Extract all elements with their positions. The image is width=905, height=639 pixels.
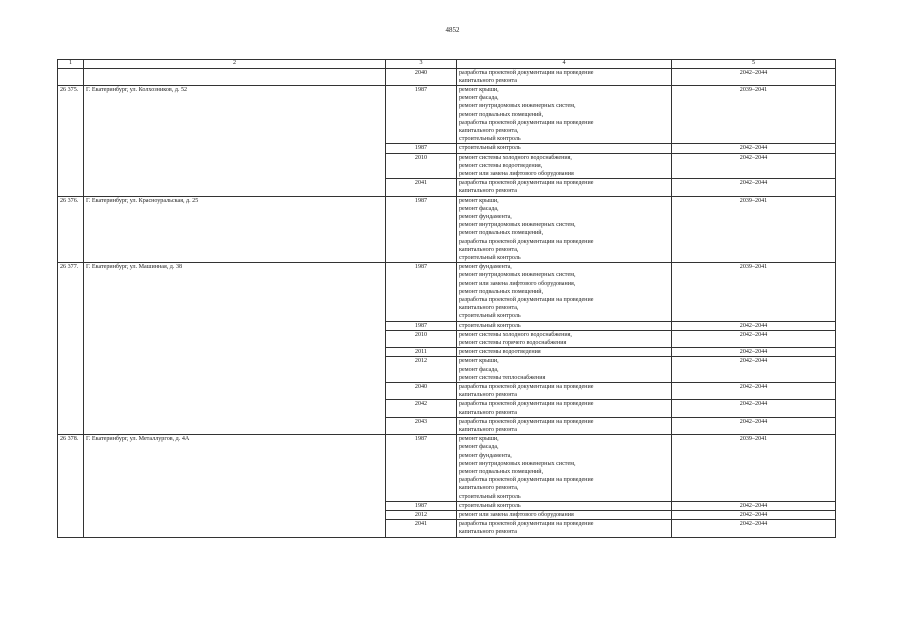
column-header: 4: [457, 60, 672, 69]
work-item: капитального ремонта: [459, 77, 517, 84]
works-cell: [457, 400, 672, 417]
year-cell: 2010: [386, 153, 457, 179]
year-cell: 1987: [386, 321, 457, 330]
table-row: [58, 68, 836, 85]
works-cell: [457, 417, 672, 434]
work-item: разработка проектной документации на проведение: [459, 180, 594, 187]
period-cell: 2039–2041: [672, 263, 836, 321]
work-item: капитального ремонта: [459, 409, 517, 416]
work-item: строительный контроль: [459, 493, 521, 500]
period-cell: 2042–2044: [672, 520, 836, 537]
work-item: разработка проектной документации на проведение: [459, 296, 594, 303]
work-item: ремонт крыши,: [459, 436, 499, 443]
period-cell: 2042–2044: [672, 357, 836, 383]
works-cell: [457, 153, 672, 179]
work-item: ремонт фундамента,: [459, 213, 512, 220]
works-cell: [457, 520, 672, 537]
works-cell: [457, 435, 672, 502]
work-item: капитального ремонта,: [459, 485, 519, 492]
work-item: капитального ремонта: [459, 427, 517, 434]
table-row: [58, 85, 836, 143]
year-cell: 2042: [386, 400, 457, 417]
work-item: разработка проектной документации на проведение: [459, 238, 594, 245]
work-item: ремонт или замена лифтового оборудования,: [459, 280, 576, 287]
period-cell: 2039–2041: [672, 85, 836, 143]
year-cell: 1987: [386, 435, 457, 502]
works-cell: [457, 85, 672, 143]
works-cell: [457, 348, 672, 357]
works-cell: [457, 68, 672, 85]
work-item: разработка проектной документации на проведение: [459, 384, 594, 391]
work-item: ремонт системы водоотведения: [459, 349, 541, 356]
work-item: ремонт подвальных помещений,: [459, 288, 544, 295]
address-cell: Г. Екатеринбург, ул. Машинная, д. 38: [84, 263, 386, 435]
period-cell: 2042–2044: [672, 144, 836, 153]
year-cell: 1987: [386, 501, 457, 510]
work-item: ремонт или замена лифтового оборудования: [459, 170, 574, 177]
work-item: ремонт фасада,: [459, 366, 499, 373]
work-item: строительный контроль: [459, 136, 521, 143]
address-cell: Г. Екатеринбург, ул. Колхозников, д. 52: [84, 85, 386, 196]
period-cell: 2039–2041: [672, 196, 836, 263]
work-item: ремонт фасада,: [459, 205, 499, 212]
work-item: ремонт или замена лифтового оборудования: [459, 512, 574, 519]
works-cell: [457, 357, 672, 383]
address-cell: Г. Екатеринбург, ул. Металлургов, д. 4А: [84, 435, 386, 537]
table-row: [58, 435, 836, 502]
row-number-cell: 26 376.: [58, 196, 84, 263]
work-item: строительный контроль: [459, 502, 521, 509]
works-cell: [457, 383, 672, 400]
period-cell: 2042–2044: [672, 68, 836, 85]
period-cell: 2042–2044: [672, 348, 836, 357]
period-cell: 2042–2044: [672, 511, 836, 520]
year-cell: 2041: [386, 179, 457, 196]
work-item: ремонт крыши,: [459, 197, 499, 204]
period-cell: 2042–2044: [672, 501, 836, 510]
work-item: строительный контроль: [459, 313, 521, 320]
column-header: 2: [84, 60, 386, 69]
works-cell: [457, 263, 672, 321]
works-cell: [457, 196, 672, 263]
period-cell: 2042–2044: [672, 330, 836, 347]
work-item: ремонт системы холодного водоснабжения,: [459, 154, 572, 161]
row-number-cell: 26 378.: [58, 435, 84, 537]
column-header: 3: [386, 60, 457, 69]
year-cell: 2010: [386, 330, 457, 347]
year-cell: 2041: [386, 520, 457, 537]
work-item: ремонт внутридомовых инженерных систем,: [459, 222, 576, 229]
work-item: ремонт фундамента,: [459, 452, 512, 459]
table-header-row: [58, 60, 836, 69]
period-cell: 2042–2044: [672, 417, 836, 434]
year-cell: 1987: [386, 196, 457, 263]
work-item: разработка проектной документации на проведение: [459, 477, 594, 484]
work-item: капитального ремонта,: [459, 127, 519, 134]
work-item: разработка проектной документации на проведение: [459, 521, 594, 528]
table-body: [58, 68, 836, 537]
work-item: строительный контроль: [459, 254, 521, 261]
work-item: ремонт системы теплоснабжения: [459, 374, 546, 381]
year-cell: 2012: [386, 357, 457, 383]
works-cell: [457, 321, 672, 330]
work-item: ремонт системы горячего водоснабжения: [459, 340, 567, 346]
column-header: 1: [58, 60, 84, 69]
year-cell: 1987: [386, 144, 457, 153]
work-item: разработка проектной документации на проведение: [459, 401, 594, 408]
period-cell: 2042–2044: [672, 179, 836, 196]
period-cell: 2042–2044: [672, 383, 836, 400]
work-item: ремонт системы холодного водоснабжения,: [459, 331, 572, 338]
work-item: капитального ремонта,: [459, 305, 519, 312]
year-cell: 1987: [386, 263, 457, 321]
period-cell: 2042–2044: [672, 321, 836, 330]
period-cell: 2039–2041: [672, 435, 836, 502]
work-item: разработка проектной документации на проведение: [459, 418, 594, 425]
work-item: ремонт внутридомовых инженерных систем,: [459, 103, 576, 110]
work-item: строительный контроль: [459, 145, 521, 152]
work-item: ремонт системы водоотведения,: [459, 162, 543, 169]
works-cell: [457, 330, 672, 347]
work-item: ремонт подвальных помещений,: [459, 111, 544, 118]
column-header: 5: [672, 60, 836, 69]
work-item: разработка проектной документации на проведение: [459, 119, 594, 126]
work-item: капитального ремонта: [459, 392, 517, 399]
table-row: [58, 196, 836, 263]
works-cell: [457, 144, 672, 153]
row-number-cell: 26 375.: [58, 85, 84, 196]
work-item: ремонт подвальных помещений,: [459, 230, 544, 237]
work-item: ремонт крыши,: [459, 358, 499, 365]
work-item: ремонт внутридомовых инженерных систем,: [459, 272, 576, 279]
work-item: ремонт крыши,: [459, 86, 499, 93]
year-cell: 2011: [386, 348, 457, 357]
work-item: ремонт фасада,: [459, 95, 499, 102]
period-cell: 2042–2044: [672, 400, 836, 417]
work-item: капитального ремонта,: [459, 246, 519, 253]
work-item: ремонт фундамента,: [459, 264, 512, 271]
work-item: строительный контроль: [459, 322, 521, 329]
work-item: ремонт внутридомовых инженерных систем,: [459, 460, 576, 467]
year-cell: 2040: [386, 383, 457, 400]
work-item: ремонт подвальных помещений,: [459, 469, 544, 476]
work-item: капитального ремонта: [459, 529, 517, 536]
row-number-cell: 26 377.: [58, 263, 84, 435]
year-cell: 2012: [386, 511, 457, 520]
row-number-cell: [58, 68, 84, 85]
address-cell: Г. Екатеринбург, ул. Красноуральская, д. 25: [84, 196, 386, 263]
address-cell: [84, 68, 386, 85]
repair-schedule-table: [57, 59, 836, 538]
year-cell: 1987: [386, 85, 457, 143]
year-cell: 2040: [386, 68, 457, 85]
works-cell: [457, 501, 672, 510]
period-cell: 2042–2044: [672, 153, 836, 179]
work-item: капитального ремонта: [459, 188, 517, 195]
works-cell: [457, 511, 672, 520]
work-item: ремонт фасада,: [459, 444, 499, 451]
page-number: 4852: [445, 26, 460, 34]
table-row: [58, 263, 836, 321]
year-cell: 2043: [386, 417, 457, 434]
work-item: разработка проектной документации на проведение: [459, 69, 594, 76]
works-cell: [457, 179, 672, 196]
